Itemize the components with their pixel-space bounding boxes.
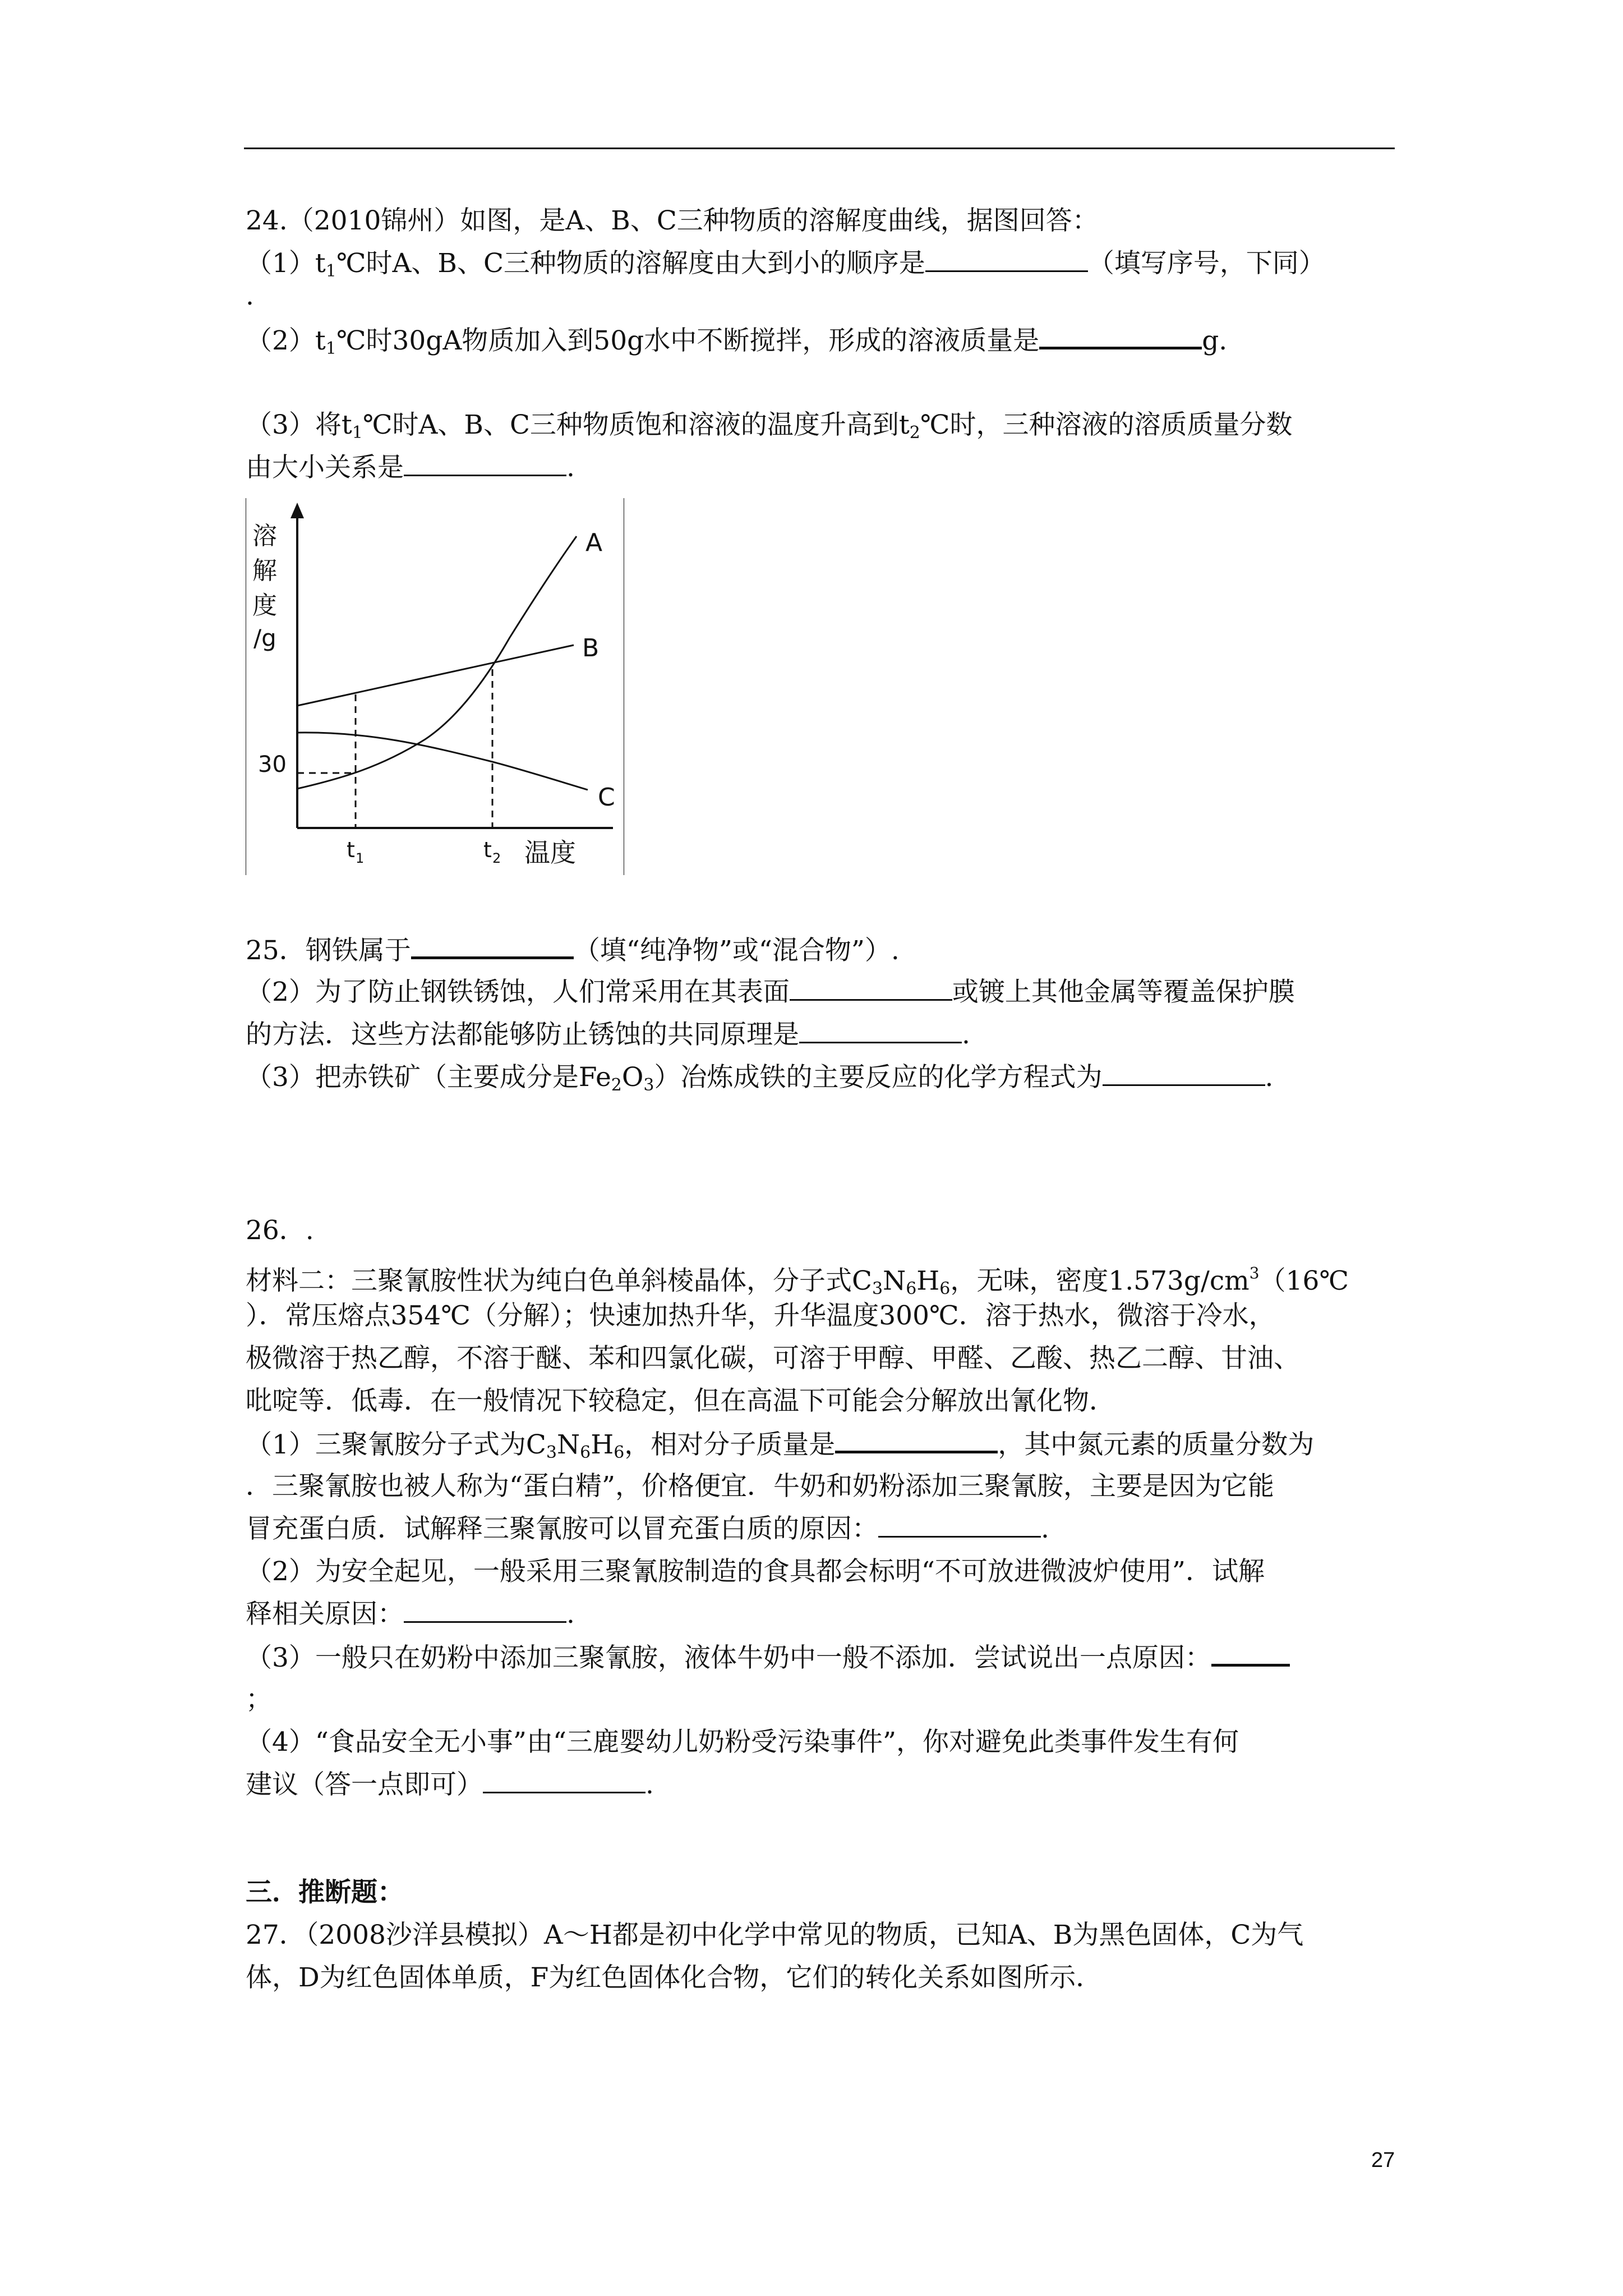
q24-part3: （3）将$t_1℃$时A、B、C三种物质饱和溶液的温度升高到$t_2℃$时，三种溶液的溶质质量分数: [246, 409, 1293, 443]
curve-b: [297, 645, 574, 706]
x-tick-sub: 1: [356, 850, 365, 866]
answer-blank[interactable]: [411, 928, 574, 959]
series-label-c: C: [598, 783, 615, 812]
answer-blank[interactable]: [1103, 1056, 1265, 1086]
q24-head: 24.（2010锦州）如图，是A、B、C三种物质的溶解度曲线，据图回答：: [246, 205, 1099, 236]
section-title: 三．推断题：: [246, 1877, 404, 1908]
section-3: 三．推断题： 27．（2008沙洋县模拟）A～H都是初中化学中常见的物质，已知A、B为黑色固体，C为气 体，D为红色固体单质，F为红色固体化合物，它们的转化关系如图所示．: [246, 1871, 1401, 1999]
solubility-chart: [246, 498, 624, 875]
answer-blank[interactable]: [925, 242, 1088, 272]
x-tick-sub: 2: [492, 850, 501, 866]
y-label-char: 度: [252, 591, 277, 620]
answer-blank[interactable]: [878, 1508, 1041, 1538]
series-label-b: B: [582, 634, 600, 662]
page-number: 27: [1371, 2148, 1395, 2172]
y-label-char: /g: [253, 624, 276, 652]
x-axis-label: 温度: [524, 838, 576, 868]
answer-blank[interactable]: [1211, 1636, 1290, 1667]
q24-part1: $(1)t_1℃$时A、B、C三种物质的溶解度由大到小的顺序是 （填写序号，下同）: [246, 242, 1401, 285]
question-24: [246, 200, 1401, 489]
q24-part1-cont: .: [246, 280, 254, 311]
q24-part3-cont: 由大小关系是 .: [246, 447, 1401, 489]
q24-part2: $(2)t_1℃$时30gA物质加入到50g水中不断搅拌，形成的溶液质量是 g.: [246, 319, 1401, 361]
x-tick-label: t: [483, 838, 492, 862]
curve-a: [297, 536, 577, 789]
series-label-a: A: [585, 528, 603, 557]
answer-blank[interactable]: [790, 971, 952, 1001]
question-25: 25．钢铁属于 （填“纯净物”或“混合物”）. （2）为了防止钢铁锈蚀，人们常采用在其表面 或镀上其他金属等覆盖保护膜 的方法．这些方法都能够防止锈蚀的共同原理是 . （3）把赤铁矿（主要成分是$Fe_2O_3$）冶炼成铁的主要反应的化学方程式为 .: [246, 928, 1401, 1099]
answer-blank[interactable]: [483, 1764, 645, 1793]
header-rule: [244, 148, 1395, 149]
x-tick-label: t: [347, 838, 355, 862]
answer-blank[interactable]: [799, 1014, 962, 1043]
y-label-char: 解: [252, 556, 277, 585]
answer-blank[interactable]: [1039, 319, 1202, 349]
answer-blank[interactable]: [404, 1593, 566, 1623]
question-26: 26．. 材料二：三聚氰胺性状为纯白色单斜棱晶体，分子式$C_3N_6H_6$，无味，密度$1.573g/cm^3(16℃$ ）．常压熔点354℃（分解）；快速加热升华，升华温度300℃．溶于热水，微溶于冷水， 极微溶于热乙醇，不溶于醚、苯和四氯化碳，可溶于甲醇、甲醛、乙酸、热乙二醇、甘油、 吡啶等．低毒．在一般情况下较稳定，但在高温下可能会分解放出氰化物． （1）三聚氰胺分子式为$C_3N_6H_6$，相对分子质量是 ，其中氮元素的质量分数为 ．三聚氰胺也被人称为“蛋白精”，价格便宜．牛奶和奶粉添加三聚氰胺，主要是因为它能 冒充蛋白质．试解释三聚氰胺可以冒充蛋白质的原因： . （2）为安全起见，一般采用三聚氰胺制造的食具都会标明“不可放进微波炉使用”．试解 释相关原因： . （3）一般只在奶粉中添加三聚氰胺，液体牛奶中一般不添加．尝试说出一点原因： ； （4）“食品安全无小事”由“三鹿婴幼儿奶粉受污染事件”，你对避免此类事件发生有何 建议（答一点即可） .: [246, 1215, 1349, 1800]
answer-blank[interactable]: [404, 447, 566, 476]
curve-c: [297, 733, 588, 790]
y-tick-label: 30: [258, 752, 287, 777]
answer-blank[interactable]: [835, 1423, 998, 1453]
y-axis-arrow: [291, 503, 304, 518]
y-label-char: 溶: [252, 522, 277, 550]
